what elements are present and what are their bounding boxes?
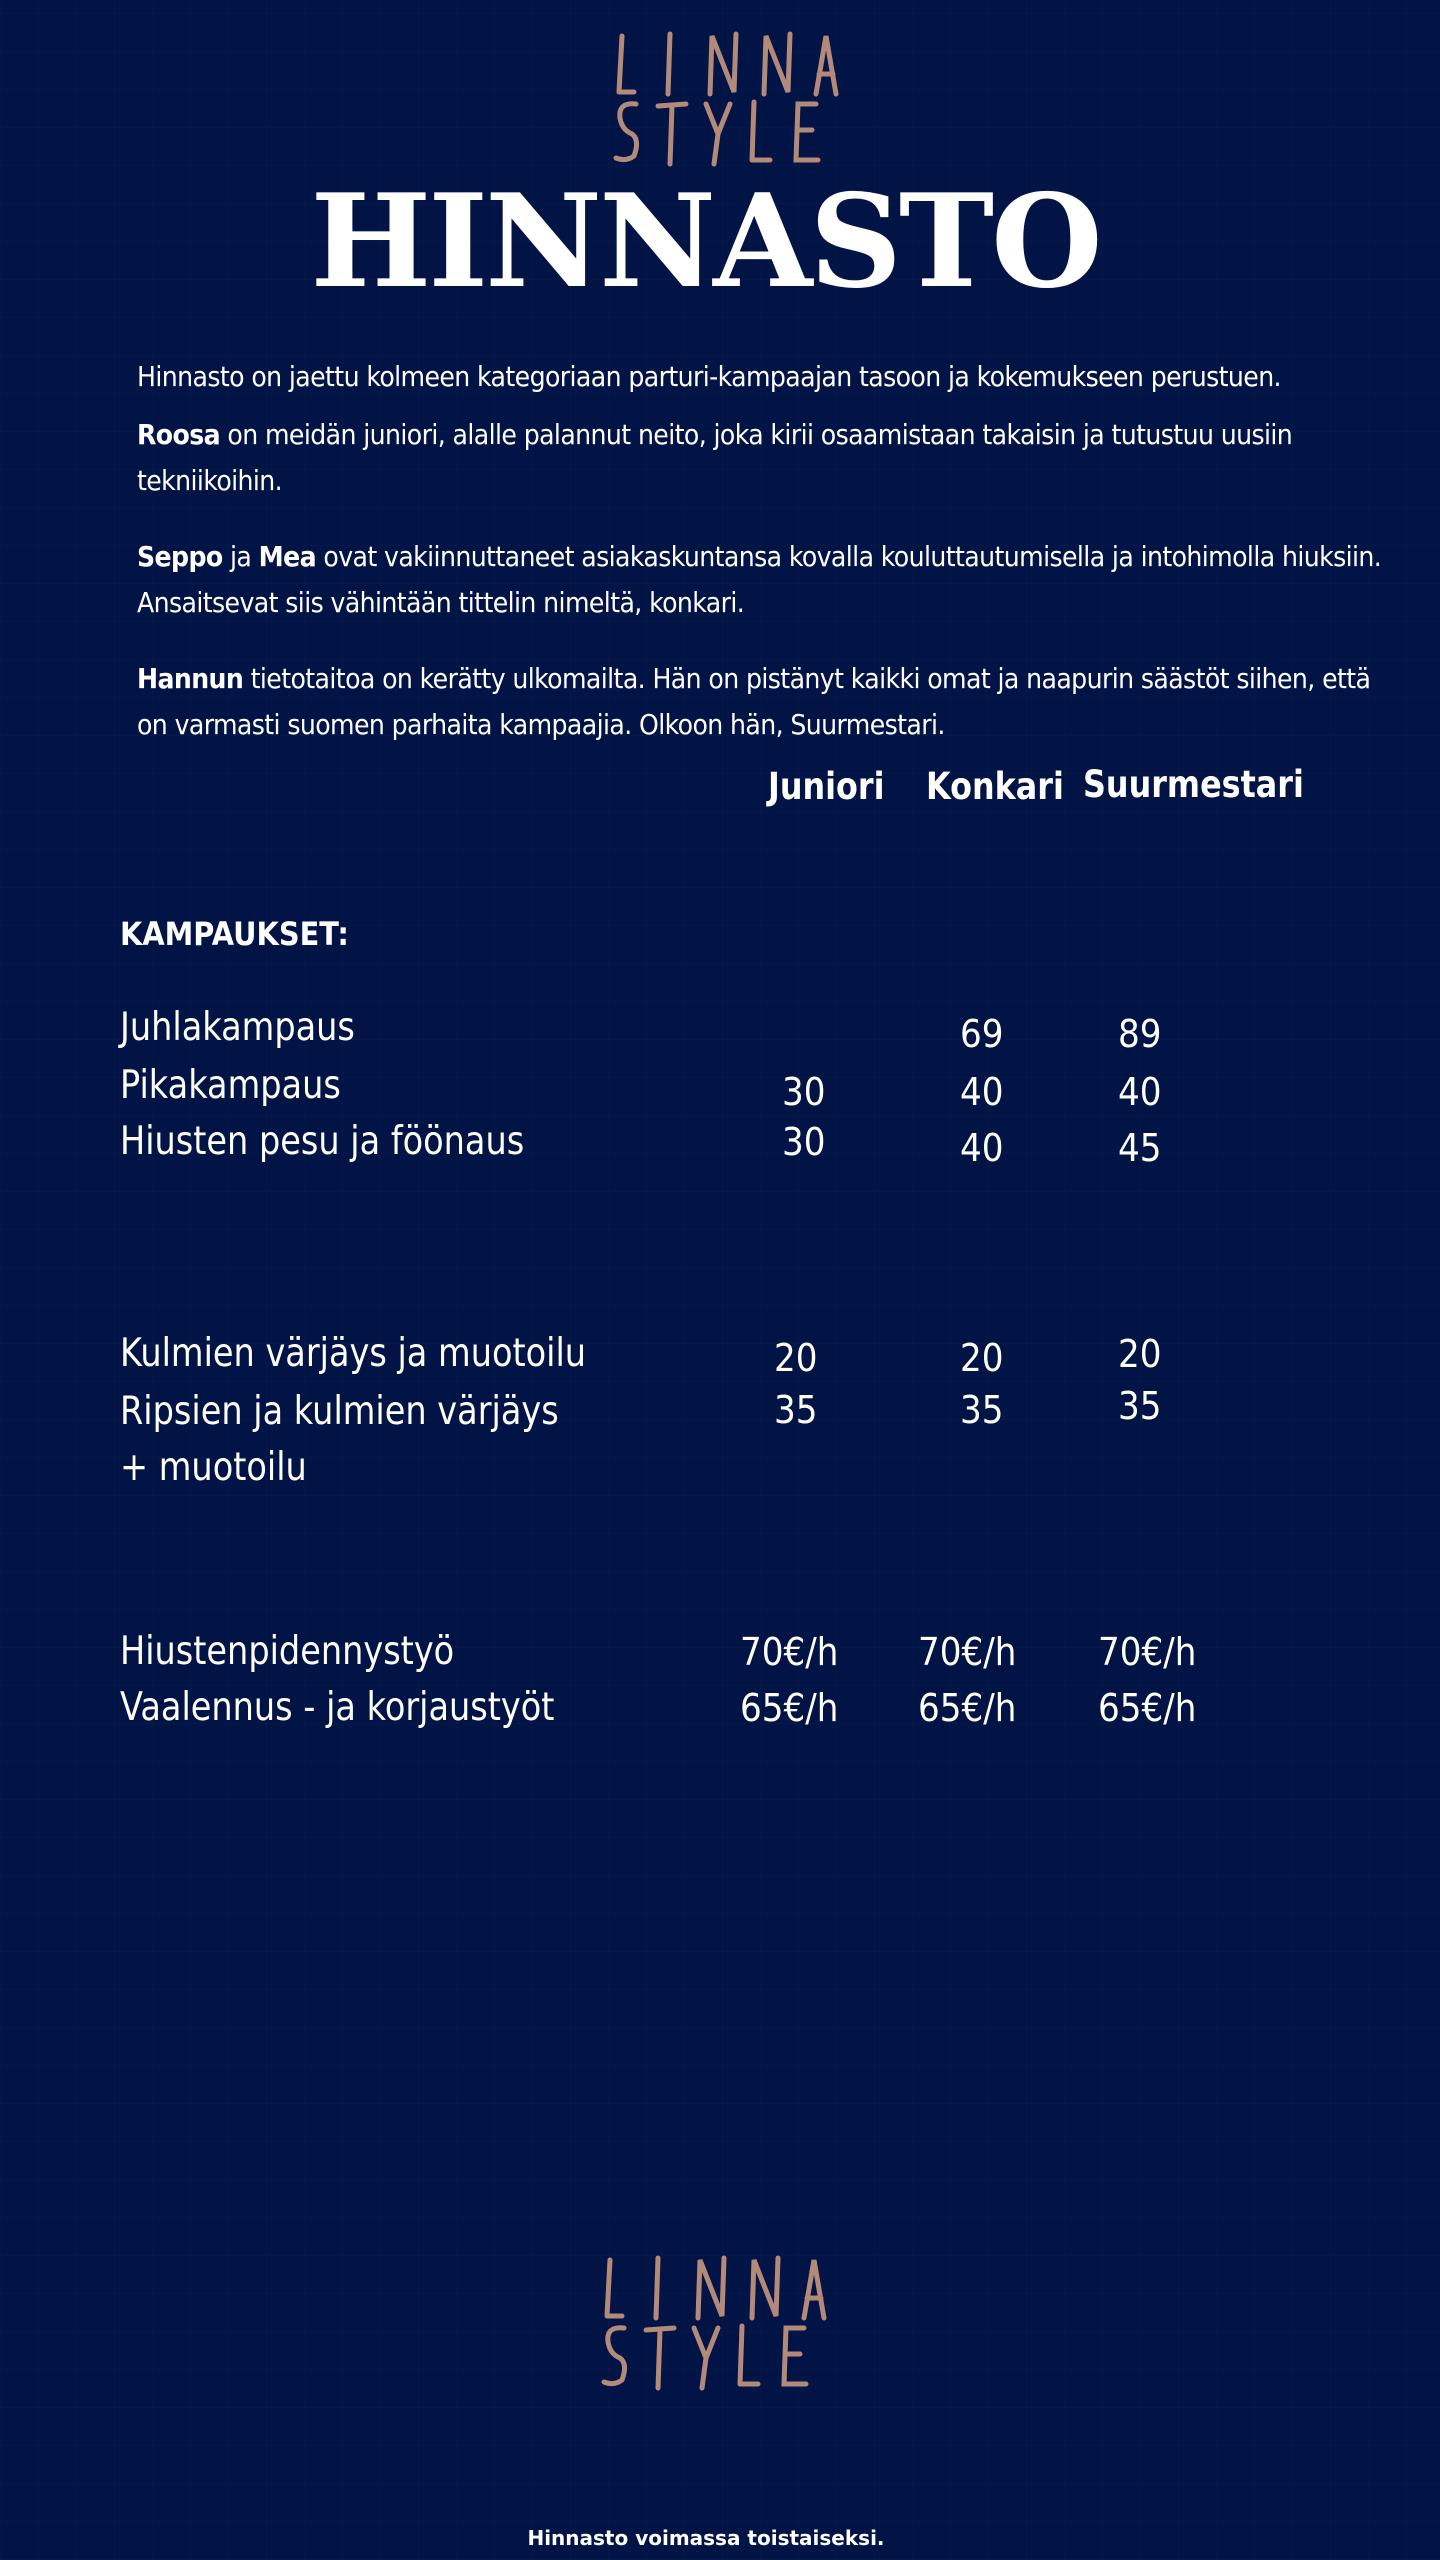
intro-paragraph-hannu: [137, 656, 1387, 748]
price-ripset-konkari: 35: [960, 1388, 1004, 1432]
hannu-text: tietotaitoa on kerätty ulkomailta. Hän on pistänyt kaikki omat ja naapurin säästöt siihen, että on varmasti suomen parhaita kampaajia. Olkoon hän, Suurmestari.: [137, 662, 1371, 741]
service-ripsien-varjays-line2: + muotoilu: [120, 1445, 307, 1490]
price-kulmat-konkari: 20: [960, 1336, 1004, 1380]
price-kulmat-juniori: 20: [774, 1336, 818, 1380]
page-title: HINNASTO: [310, 167, 1100, 317]
name-hannu: Hannun: [137, 662, 244, 695]
price-pesu-suurmestari: 45: [1118, 1126, 1162, 1170]
price-pidennys-konkari: 70€/h: [918, 1630, 1017, 1674]
column-juniori: Juniori: [768, 765, 885, 808]
price-juhlakampaus-suurmestari: 89: [1118, 1012, 1162, 1056]
price-pidennys-juniori: 70€/h: [740, 1630, 839, 1674]
service-juhlakampaus: Juhlakampaus: [120, 1005, 355, 1050]
price-pikakampaus-konkari: 40: [960, 1070, 1004, 1114]
intro-paragraph-seppo-mea: [137, 534, 1387, 626]
seppo-mea-text: ovat vakiinnuttaneet asiakaskuntansa kovalla kouluttautumisella ja intohimolla hiuksiin. Ansaitsevat siis vähintään tittelin nimeltä, konkari.: [137, 540, 1382, 619]
price-vaalennus-suurmestari: 65€/h: [1098, 1686, 1197, 1730]
price-pesu-konkari: 40: [960, 1126, 1004, 1170]
column-konkari: Konkari: [926, 765, 1064, 808]
intro-text: Hinnasto on jaettu kolmeen kategoriaan parturi-kampaajan tasoon ja kokemukseen perustuen.: [137, 360, 1281, 393]
price-vaalennus-konkari: 65€/h: [918, 1686, 1017, 1730]
name-seppo: Seppo: [137, 540, 223, 573]
service-pikakampaus: Pikakampaus: [120, 1063, 341, 1108]
section-label-kampaukset: KAMPAUKSET:: [120, 915, 349, 953]
price-pikakampaus-suurmestari: 40: [1118, 1070, 1162, 1114]
price-juhlakampaus-konkari: 69: [960, 1012, 1004, 1056]
logo-top: [604, 30, 844, 170]
footer-note: Hinnasto voimassa toistaiseksi.: [527, 2526, 885, 2550]
name-mea: Mea: [258, 540, 317, 573]
logo-mark: [604, 30, 844, 170]
logo-bottom: [592, 2254, 832, 2394]
price-ripset-juniori: 35: [774, 1388, 818, 1432]
service-vaalennus: Vaalennus - ja korjaustyöt: [120, 1685, 555, 1730]
service-kulmien-varjays: Kulmien värjäys ja muotoilu: [120, 1331, 587, 1376]
roosa-text: on meidän juniori, alalle palannut neito, joka kirii osaamistaan takaisin ja tutustuu uusiin tekniikoihin.: [137, 418, 1293, 497]
price-pidennys-suurmestari: 70€/h: [1098, 1630, 1197, 1674]
service-ripsien-varjays: Ripsien ja kulmien värjäys: [120, 1389, 559, 1434]
intro-line: [137, 354, 1387, 400]
price-vaalennus-juniori: 65€/h: [740, 1686, 839, 1730]
name-roosa: Roosa: [137, 418, 221, 451]
price-pikakampaus-juniori: 30: [782, 1070, 826, 1114]
price-kulmat-suurmestari: 20: [1118, 1332, 1162, 1376]
column-suurmestari: Suurmestari: [1083, 763, 1304, 806]
join-text: ja: [222, 540, 259, 573]
price-pesu-juniori: 30: [782, 1120, 826, 1164]
intro-paragraph-roosa: [137, 412, 1387, 504]
service-hiustenpidennys: Hiustenpidennystyö: [120, 1629, 455, 1674]
logo-mark-bottom: [592, 2254, 832, 2394]
service-hiusten-pesu: Hiusten pesu ja föönaus: [120, 1119, 525, 1164]
price-ripset-suurmestari: 35: [1118, 1384, 1162, 1428]
